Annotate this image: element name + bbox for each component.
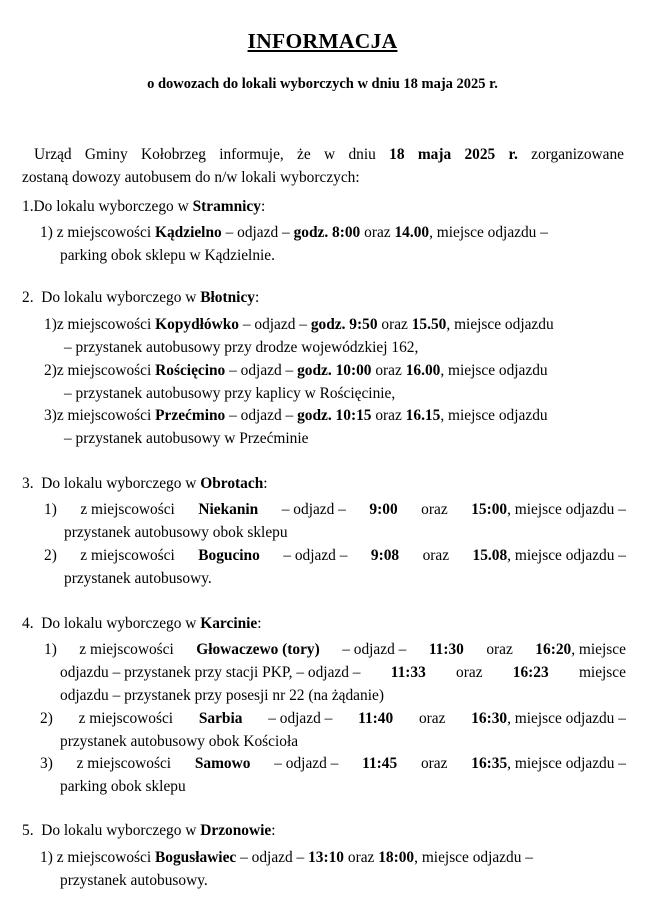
section-place: Obrotach [200,475,264,492]
section-heading-5: 5. Do lokalu wyborczego w Drzonowie: [22,822,276,839]
list-item: 1) z miejscowości Bogusławiec – odjazd – 13:10 oraz 18:00, miejsce odjazdu – przystanek autobusowy. [40,849,533,889]
list-item: 1) z miejscowości Kądzielno – odjazd – godz. 8:00 oraz 14.00, miejsce odjazdu – parking obok sklepu w Kądzielnie. [40,224,548,264]
section-place: Drzonowie [200,822,272,839]
section-place: Karcinie [200,615,258,632]
intro-paragraph [22,143,624,189]
page-title: INFORMACJA [247,29,398,53]
list-item: 2) z miejscowości Sarbia – odjazd – 11:40 oraz 16:30, miejsce odjazdu – przystanek autobusowy obok Kościoła [40,710,626,750]
page-subtitle: o dowozach do lokali wyborczych w dniu 18 maja 2025 r. [147,76,498,92]
section-heading-1: 1.Do lokalu wyborczego w Stramnicy: [22,198,266,215]
list-item: 2)z miejscowości Rościęcino – odjazd – godz. 10:00 oraz 16.00, miejsce odjazdu – przystanek autobusowy przy kaplicy w Rościęcinie, [44,362,548,402]
section-place: Stramnicy [192,198,261,215]
list-item: 2) z miejscowości Bogucino – odjazd – 9:08 oraz 15.08, miejsce odjazdu – przystanek autobusowy. [44,547,626,587]
intro-line-1: Urząd Gminy Kołobrzeg informuje, że w dniu 18 maja 2025 r. zorganizowane [34,146,624,163]
list-item: 1)z miejscowości Kopydłówko – odjazd – godz. 9:50 oraz 15.50, miejsce odjazdu – przystanek autobusowy przy drodze wojewódzkiej 162, [44,316,554,356]
section-place: Błotnicy [200,289,255,306]
section-heading-2: 2. Do lokalu wyborczego w Błotnicy: [22,289,260,306]
list-item: 3)z miejscowości Przećmino – odjazd – godz. 10:15 oraz 16.15, miejsce odjazdu – przystanek autobusowy w Przećminie [44,407,548,447]
list-item: 1) z miejscowości Głowaczewo (tory) – odjazd – 11:30 oraz 16:20, miejsce odjazdu – przystanek przy stacji PKP, – odjazd – 11:33 oraz 16:23 miejsce odjazdu – przystanek przy posesji nr 22 (na żądanie) [44,641,626,704]
section-heading-3: 3. Do lokalu wyborczego w Obrotach: [22,475,268,492]
list-item: 3) z miejscowości Samowo – odjazd – 11:45 oraz 16:35, miejsce odjazdu – parking obok sklepu [40,755,626,795]
section-heading-4: 4. Do lokalu wyborczego w Karcinie: [22,615,262,632]
list-item: 1) z miejscowości Niekanin – odjazd – 9:00 oraz 15:00, miejsce odjazdu – przystanek autobusowy obok sklepu [44,501,626,541]
intro-line-2: zostaną dowozy autobusem do n/w lokali wyborczych: [22,169,360,186]
intro-date: 18 maja 2025 r. [389,146,518,163]
